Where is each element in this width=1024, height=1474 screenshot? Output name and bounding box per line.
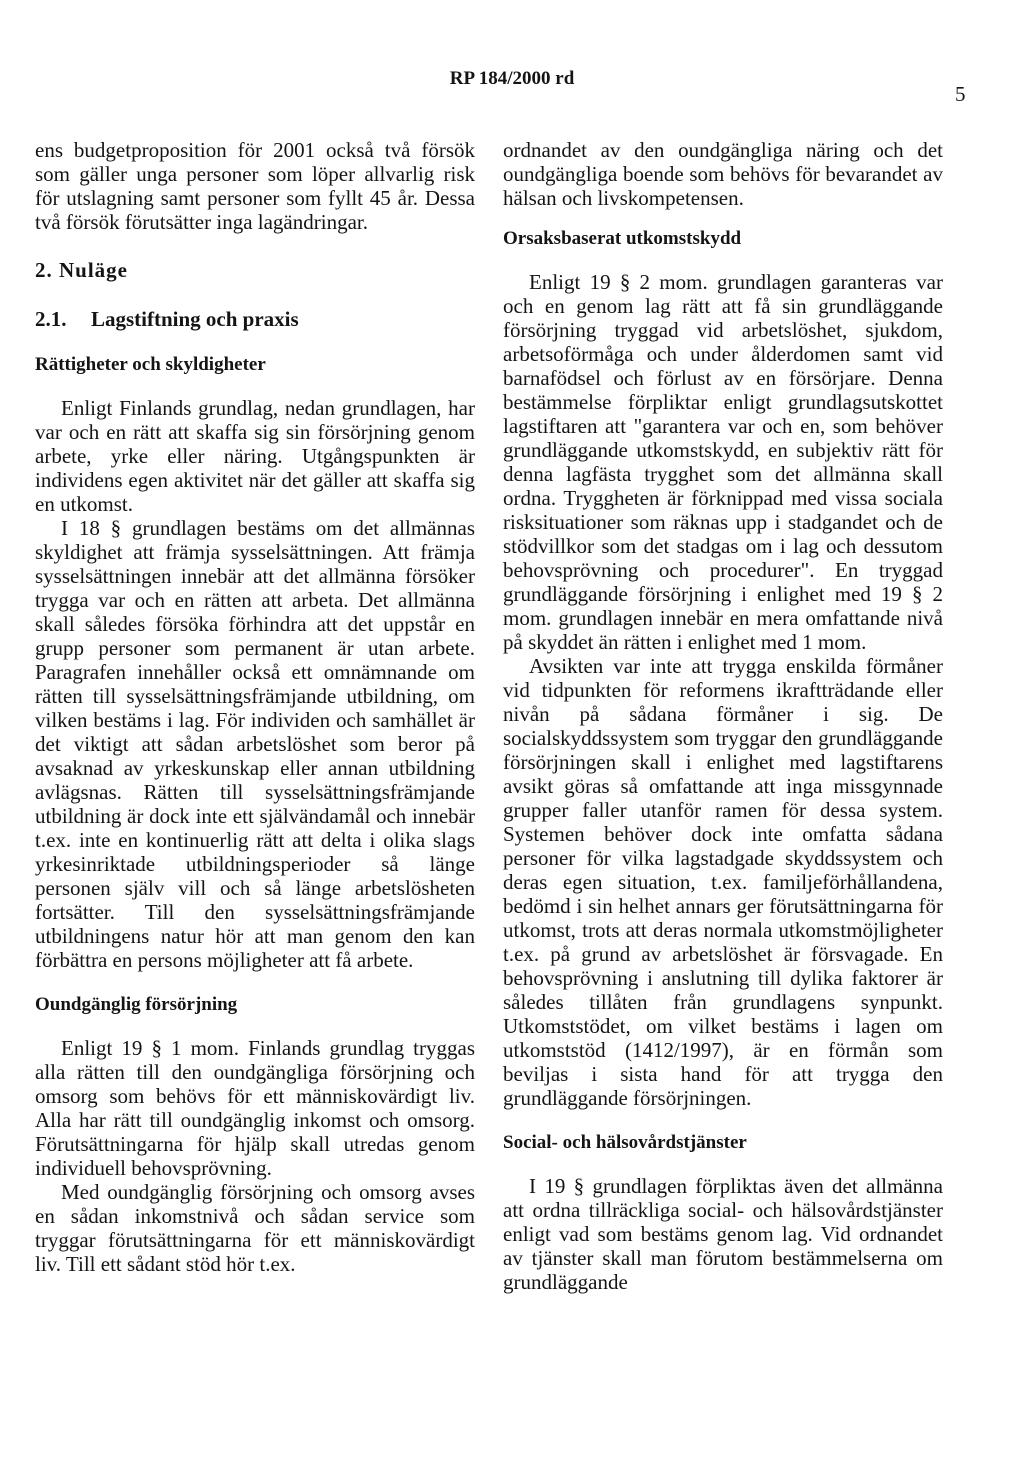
- paragraph-rights-1: Enligt Finlands grundlag, nedan grundlagen, har var och en rätt att skaffa sig sin försörjning genom arbete, yrke eller näring. Utgångspunkten är individens egen aktivitet när det gäller att skaffa sig en utkomst.: [35, 396, 475, 516]
- paragraph-support-2: Med oundgänglig försörjning och omsorg avses en sådan inkomstnivå och sådan service som tryggar förutsättningarna för ett människovärdigt liv. Till ett sådant stöd hör t.ex.: [35, 1180, 475, 1276]
- heading-rights-obligations: Rättigheter och skyldigheter: [35, 354, 266, 375]
- paragraph-social-1: I 19 § grundlagen förpliktas även det allmänna att ordna tillräckliga social- och hälsovårdstjänster enligt vad som bestäms genom lag. Vid ordnandet av tjänster skall man förutom bestämmelserna om grundläggande: [503, 1174, 943, 1294]
- section-heading: 2. Nuläge: [35, 258, 128, 282]
- subsection-number: 2.1.: [35, 307, 67, 331]
- paragraph-support-1: Enligt 19 § 1 mom. Finlands grundlag tryggas alla rätten till den oundgängliga försörjning och omsorg som behövs för ett människovärdigt liv. Alla har rätt till oundgänglig inkomst och omsorg. Förutsättningarna för hjälp skall utredas genom individuell behovsprövning.: [35, 1036, 475, 1180]
- paragraph-cause-1: Enligt 19 § 2 mom. grundlagen garanteras var och en genom lag rätt att få sin grundläggande försörjning tryggad vid arbetslöshet, sjukdom, arbetsoförmåga och under ålderdomen samt vid barnafödsel och förlust av en försörjare. Denna bestämmelse förpliktar enligt grundlagsutskottet lagstiftaren att "garantera var och en, som behöver grundläggande utkomstskydd, en subjektiv rätt för denna lagfästa trygghet som det allmänna skall ordna. Tryggheten är förknippad med vissa sociala risksituationer som räknas upp i stadgandet och de stödvillkor som det stadgas om i lag och dessutom behovsprövning och procedurer". En tryggad grundläggande försörjning i enlighet med 19 § 2 mom. grundlagen innebär en mera omfattande nivå på skyddet än rätten i enlighet med 1 mom.: [503, 270, 943, 654]
- right-intro-paragraph: ordnandet av den oundgängliga näring och det oundgängliga boende som behövs för bevarandet av hälsan och livskompetensen.: [503, 138, 943, 210]
- left-column: [35, 138, 475, 1276]
- heading-social-health-services: Social- och hälsovårdstjänster: [503, 1132, 747, 1153]
- running-title: RP 184/2000 rd: [449, 68, 575, 89]
- right-column: [503, 138, 943, 1294]
- paragraph-rights-2: I 18 § grundlagen bestäms om det allmännas skyldighet att främja sysselsättningen. Att främja sysselsättningen innebär att det allmänna försöker trygga var och en rätten att arbeta. Det allmänna skall således försöka förhindra att det uppstår en grupp personer som permanent är utan arbete. Paragrafen innehåller också ett omnämnande om rätten till sysselsättningsfrämjande utbildning, om vilken bestäms i lag. För individen och samhället är det viktigt att sådan arbetslöshet som beror på avsaknad av yrkeskunskap eller annan utbildning avlägsnas. Rätten till sysselsättningsfrämjande utbildning är dock inte ett självändamål och innebär t.ex. inte en kontinuerlig rätt att delta i olika slags yrkesinriktade utbildningsperioder så länge personen själv vill och så länge arbetslösheten fortsätter. Till den sysselsättningsfrämjande utbildningens natur hör att man genom den kan förbättra en persons möjligheter att få arbete.: [35, 516, 475, 972]
- subsection-title: Lagstiftning och praxis: [91, 307, 299, 331]
- left-intro-paragraph: ens budgetproposition för 2001 också två försök som gäller unga personer som löper allvarlig risk för utslagning samt personer som fyllt 45 år. Dessa två försök förutsätter inga lagändringar.: [35, 138, 475, 234]
- heading-cause-based-security: Orsaksbaserat utkomstskydd: [503, 228, 742, 249]
- heading-indispensable-support: Oundgänglig försörjning: [35, 994, 238, 1015]
- page-number: 5: [955, 82, 966, 106]
- subsection-heading: [35, 307, 475, 332]
- paragraph-cause-2: Avsikten var inte att trygga enskilda förmåner vid tidpunkten för reformens ikraftträdande eller nivån på sådana förmåner i sig. De socialskyddssystem som tryggar den grundläggande försörjningen skall i enlighet med lagstiftarens avsikt göras så omfattande att inga missgynnade grupper faller utanför ramen för dessa system. Systemen behöver dock inte omfatta sådana personer för vilka lagstadgade skyddssystem och deras egen situation, t.ex. familjeförhållandena, bedömd i sin helhet annars ger förutsättningarna för utkomst, trots att deras normala utkomstmöjligheter t.ex. på grund av arbetslöshet är försvagade. En behovsprövning i anslutning till dylika faktorer är således tillåten från grundlagens synpunkt. Utkomststödet, om vilket bestäms i lagen om utkomststöd (1412/1997), är en förmån som beviljas i sista hand för att trygga den grundläggande försörjningen.: [503, 654, 943, 1110]
